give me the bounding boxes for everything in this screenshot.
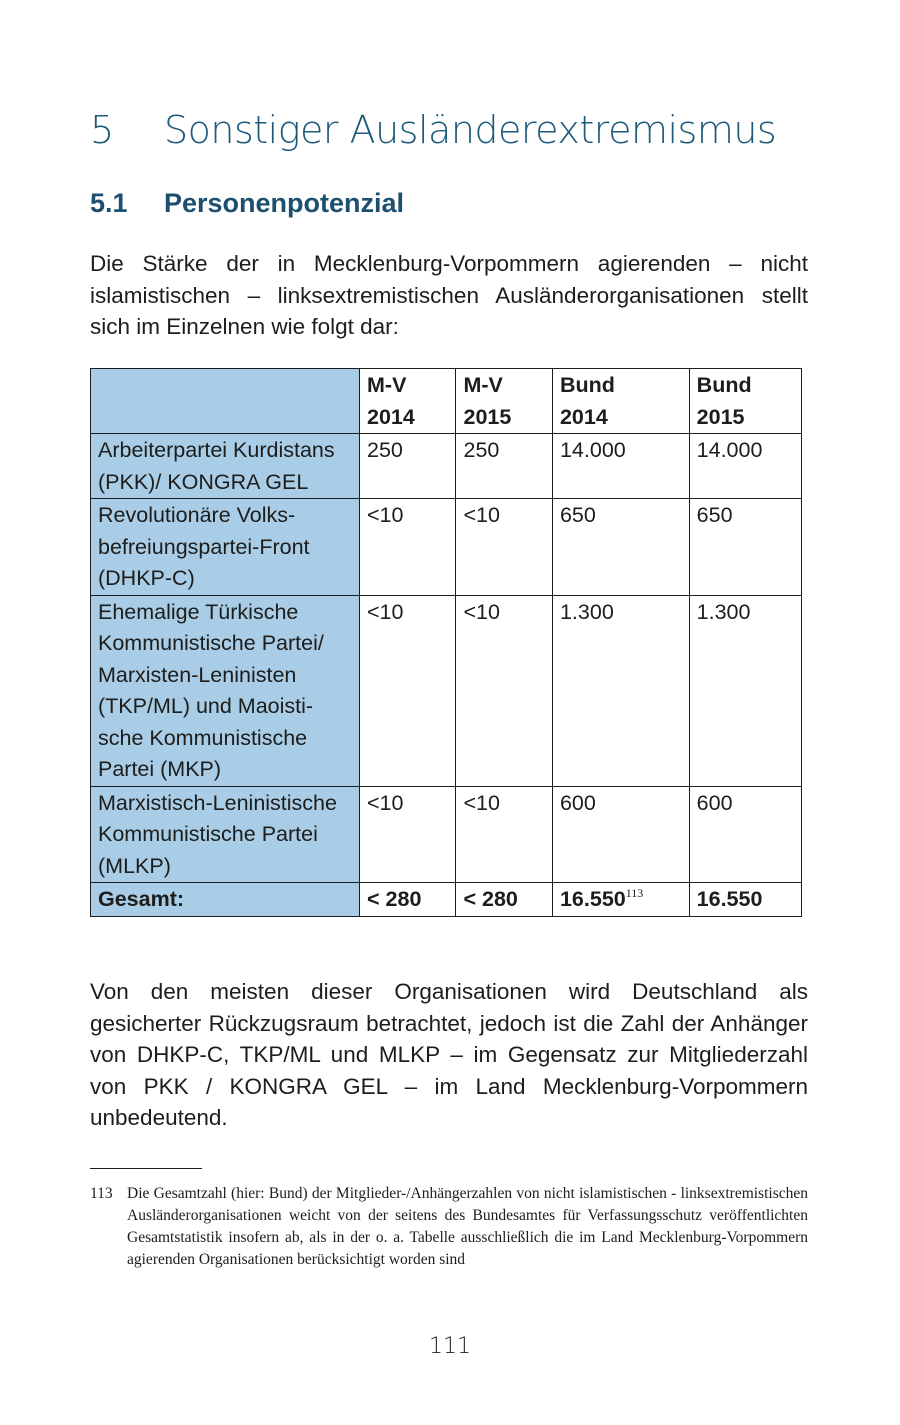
header-mv-2015: M-V 2015 [456,369,552,434]
cell-mv-2015: <10 [456,595,552,786]
membership-table [90,368,802,917]
table-total-row [91,883,802,917]
row-label: Revolutionäre Volks- befreiungspartei-Front (DHKP-C) [91,499,360,596]
cell-bund-2014: 14.000 [552,434,689,499]
page-number: 111 [429,1334,471,1359]
cell-mv-2015: <10 [456,499,552,596]
section-heading [90,188,404,219]
total-mv-2015: < 280 [456,883,552,917]
cell-bund-2015: 14.000 [689,434,801,499]
table-row [91,595,802,786]
table-row [91,499,802,596]
cell-bund-2015: 650 [689,499,801,596]
footnote-text: Die Gesamtzahl (hier: Bund) der Mitglieder-/Anhängerzahlen von nicht islamistischen - linksextremistischen Ausländerorganisationen weicht von der seitens des Bundesamtes für Verfassungsschutz veröffentlichten Gesamtstatistik insofern ab, als in der o. a. Tabelle ausschließlich die im Land Mecklenburg-Vorpommern agierenden Organisationen berücksichtigt worden sind [127,1185,808,1268]
cell-mv-2015: <10 [456,786,552,883]
total-bund-2014: 16.550$^{113}$ [552,883,689,917]
cell-bund-2015: 600 [689,786,801,883]
total-bund-2015: 16.550 [689,883,801,917]
table-header-row [91,369,802,434]
header-bund-2015: Bund 2015 [689,369,801,434]
chapter-number: 5 [90,108,114,152]
chapter-heading [90,108,776,152]
total-mv-2014: < 280 [360,883,456,917]
cell-mv-2014: <10 [360,786,456,883]
closing-paragraph: Von den meisten dieser Organisationen wird Deutschland als gesicherter Rückzugsraum betrachtet, jedoch ist die Zahl der Anhänger von DHKP-C, TKP/ML und MLKP – im Gegensatz zur Mitgliederzahl von PKK / KONGRA GEL – im Land Mecklenburg-Vorpommern unbedeutend. [90,979,808,1130]
row-label: Arbeiterpartei Kurdistans (PKK)/ KONGRA GEL [91,434,360,499]
header-empty-cell [91,369,360,434]
table-row [91,434,802,499]
header-mv-2014: M-V 2014 [360,369,456,434]
chapter-title: Sonstiger Ausländerextremismus [164,108,777,152]
section-title: Personenpotenzial [164,188,405,218]
table-row [91,786,802,883]
row-label: Marxistisch-Leninistische Kommunistische Partei (MLKP) [91,786,360,883]
cell-mv-2014: <10 [360,595,456,786]
cell-bund-2014: 600 [552,786,689,883]
header-bund-2014: Bund 2014 [552,369,689,434]
intro-paragraph: Die Stärke der in Mecklenburg-Vorpommern agierenden – nicht islamistischen – linksextremistischen Ausländerorganisationen stellt sich im Einzelnen wie folgt dar: [90,251,808,339]
footnote [90,1183,808,1271]
row-label: Ehemalige Türkische Kommunistische Partei/ Marxisten-Leninisten (TKP/ML) und Maoisti- sche Kommunistische Partei (MKP) [91,595,360,786]
footnote-reference[interactable]: 113 [625,886,644,900]
footnote-number: 113 [90,1185,113,1202]
total-label: Gesamt: [91,883,360,917]
cell-mv-2015: 250 [456,434,552,499]
cell-bund-2015: 1.300 [689,595,801,786]
cell-mv-2014: 250 [360,434,456,499]
cell-mv-2014: <10 [360,499,456,596]
footnote-divider [90,1168,202,1169]
cell-bund-2014: 650 [552,499,689,596]
section-number: 5.1 [90,188,128,218]
cell-bund-2014: 1.300 [552,595,689,786]
